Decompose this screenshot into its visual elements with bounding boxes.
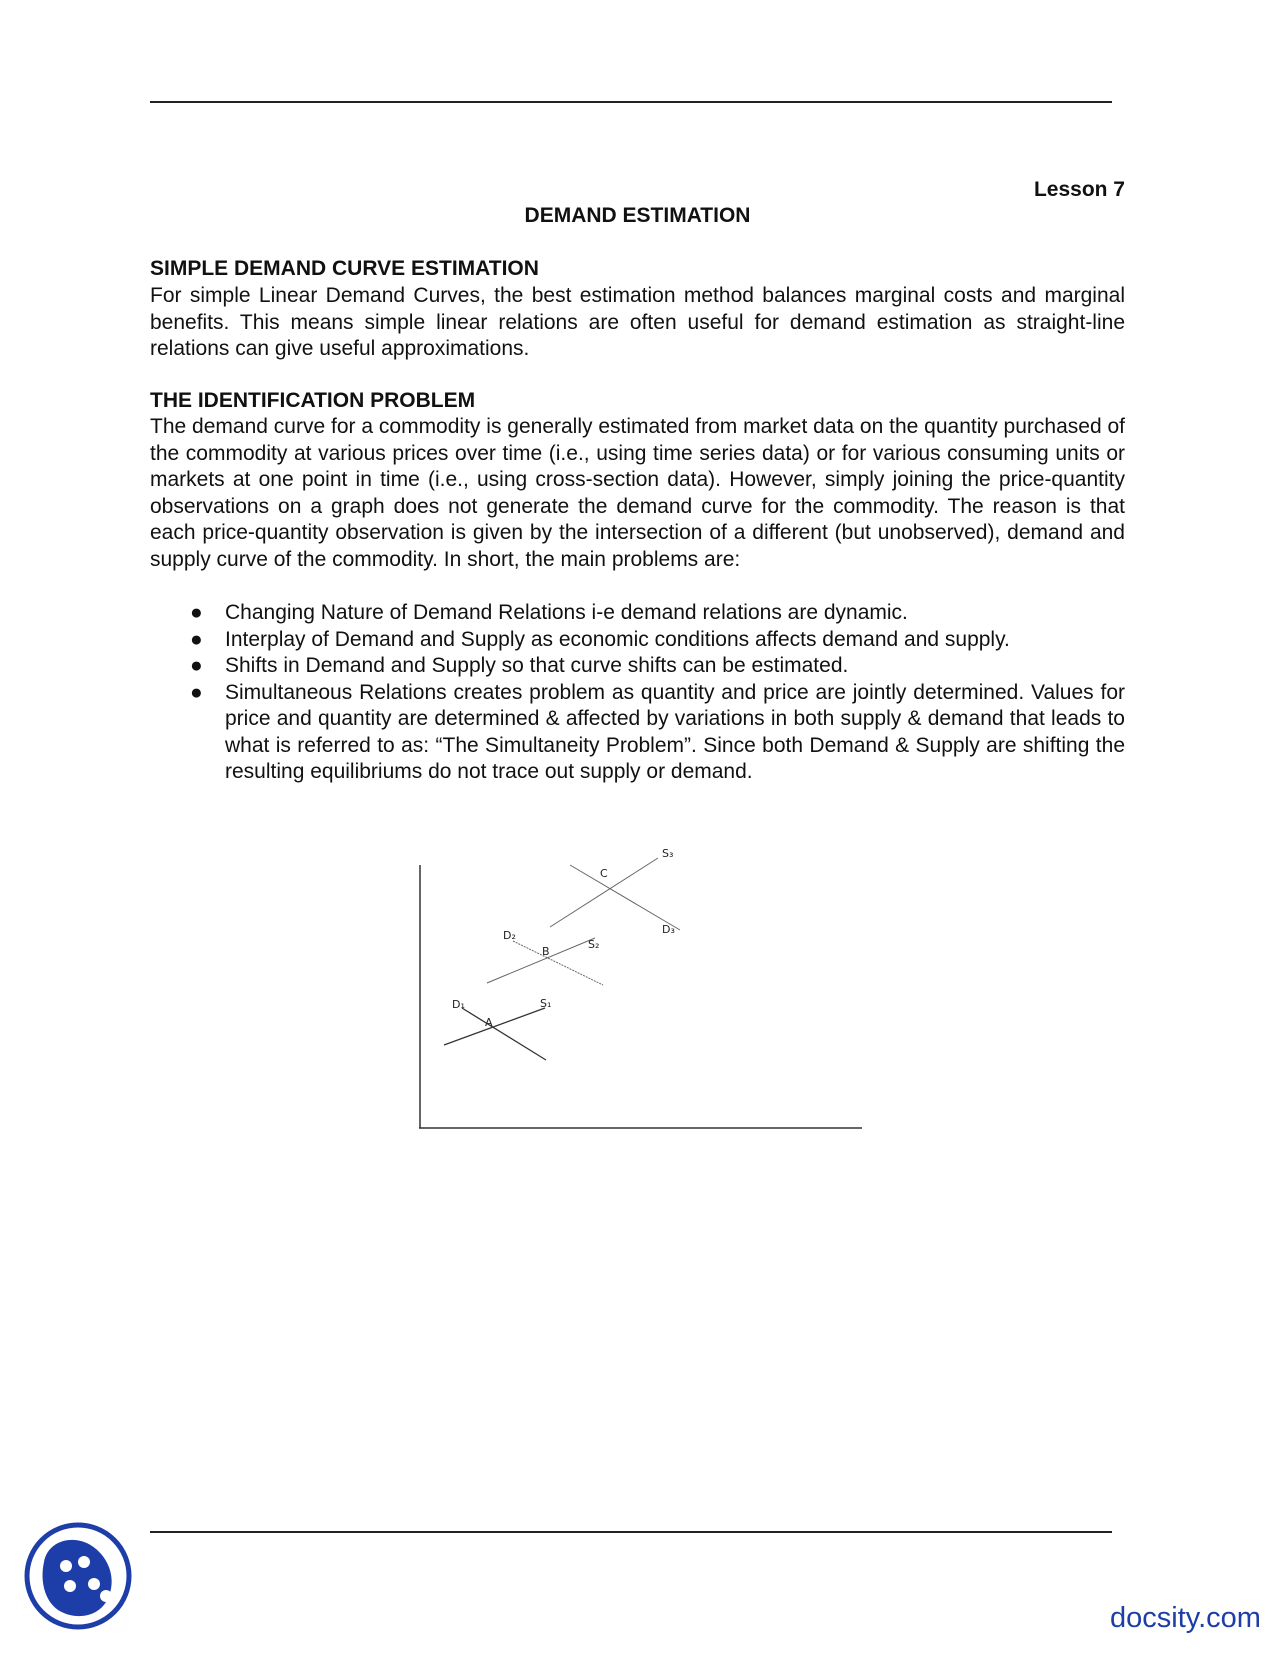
bullet-icon: ● (190, 680, 203, 704)
list-item (150, 680, 1125, 786)
label-a: A (485, 1016, 493, 1029)
brand-link[interactable]: docsity.com (1110, 1602, 1261, 1634)
label-d3: D₃ (662, 923, 675, 936)
page-title: DEMAND ESTIMATION (524, 204, 751, 227)
section-body-simple: For simple Linear Demand Curves, the best estimation method balances marginal costs and marginal benefits. This means simple linear relations are often useful for demand estimation as straight-line relations can give useful approximations. (150, 284, 1125, 360)
label-b: B (542, 945, 550, 958)
label-d1: D₁ (452, 998, 465, 1011)
list-item-text: Interplay of Demand and Supply as economic conditions affects demand and supply. (225, 627, 1010, 651)
list-item-text: Shifts in Demand and Supply so that curve shifts can be estimated. (225, 654, 849, 677)
bullet-icon: ● (190, 601, 203, 624)
docsity-logo-icon[interactable] (22, 1520, 134, 1632)
bullet-icon: ● (190, 627, 203, 651)
top-rule (150, 101, 1112, 103)
label-s3: S₃ (662, 847, 674, 860)
supply-demand-diagram (400, 835, 870, 1135)
label-d2: D₂ (503, 929, 516, 942)
section-heading-simple: SIMPLE DEMAND CURVE ESTIMATION (150, 257, 539, 280)
list-item-text: Simultaneous Relations creates problem as quantity and price are jointly determined. Values for price and quantity are determined & affected by variations in both supply & demand that leads to what is referred to as: “The Simultaneity Problem”. Since both Demand & Supply are shifting the resulting equilibriums do not trace out supply or demand. (225, 680, 1125, 783)
lesson-number: Lesson 7 (1033, 178, 1125, 201)
diagram-svg (400, 835, 870, 1135)
demand-curve-d3 (570, 865, 680, 930)
supply-curve-s2 (487, 938, 595, 983)
label-s2: S₂ (588, 938, 600, 951)
list-item (150, 627, 1125, 654)
bullet-icon: ● (190, 654, 203, 677)
logo-svg (22, 1520, 134, 1632)
section-body-identification: The demand curve for a commodity is generally estimated from market data on the quantity purchased of the commodity at various prices over time (i.e., using time series data) or for various consuming units or markets at one point in time (i.e., using cross-section data). However, simply joining the price-quantity observations on a graph does not generate the demand curve for the commodity. The reason is that each price-quantity observation is given by the intersection of a different (but unobserved), demand and supply curve of the commodity. In short, the main problems are: (150, 415, 1125, 571)
problem-list (150, 600, 1125, 786)
list-item (150, 600, 1125, 627)
bottom-rule (150, 1531, 1112, 1533)
label-s1: S₁ (540, 997, 552, 1010)
list-item-text: Changing Nature of Demand Relations i-e demand relations are dynamic. (225, 601, 908, 624)
supply-curve-s1 (444, 1008, 545, 1045)
list-item (150, 653, 1125, 680)
section-heading-identification: THE IDENTIFICATION PROBLEM (150, 389, 476, 412)
label-c: C (600, 867, 608, 880)
